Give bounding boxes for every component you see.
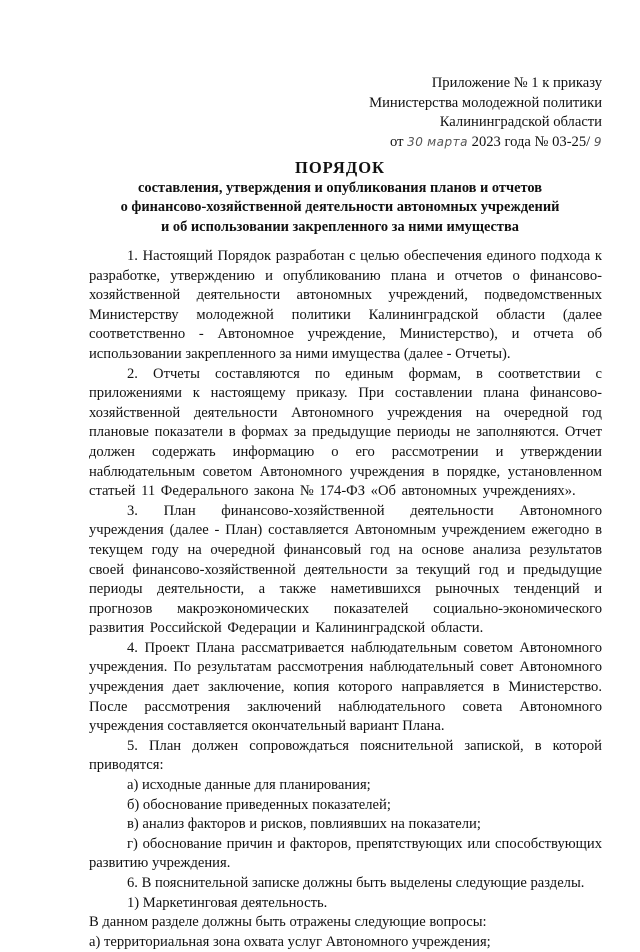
paragraph-3: 3. План финансово-хозяйственной деятельности Автономного учреждения (далее - План) составляется Автономным учреждением ежегодно в текущем году на очередной финансовый год на основе анализа результатов своей финансово-хозяйственной деятельности за текущий год и предыдущие периоды деятельности, а также наметившихся рыночных тенденций и прогнозов макроэкономических показателей социально-экономического развития Российской Федерации и Калининградской области. [89,502,602,637]
appendix-date-tail: 2023 года № 03-25/ [471,133,591,150]
appendix-date-line [342,133,602,153]
title-main: ПОРЯДОК [295,158,385,177]
appendix-line-1: Приложение № 1 к приказу [431,75,602,91]
section-1-questions: В данном разделе должны быть отражены следующие вопросы: [89,914,487,931]
paragraph-5: 5. План должен сопровождаться пояснительной запиской, в которой приводятся: [89,737,602,774]
appendix-header [342,74,602,152]
handwritten-day: 30 [407,134,424,149]
list-item-c: в) анализ факторов и рисков, повлиявших на показатели; [127,816,481,833]
handwritten-month: марта [427,134,468,149]
list-item-a: а) исходные данные для планирования; [127,777,371,794]
paragraph-4: 4. Проект Плана рассматривается наблюдательным советом Автономного учреждения. По результатам рассмотрения наблюдательный совет Автономного учреждения дает заключение, копия которого направляется в Министерство. После рассмотрения заключений наблюдательного совета Автономного учреждения составляется окончательный вариант Плана. [89,639,602,735]
section-1-heading: 1) Маркетинговая деятельность. [127,894,328,911]
title-line-2: о финансово-хозяйственной деятельности автономных учреждений [120,199,560,215]
appendix-from: от [390,133,404,150]
section-1-item-a: а) территориальная зона охвата услуг Автономного учреждения; [89,933,491,950]
appendix-line-2: Министерства молодежной политики [369,94,602,111]
title-line-1: составления, утверждения и опубликования планов и отчетов [138,179,542,196]
list-item-d: г) обоснование причин и факторов, препятствующих или способствующих развитию учреждения. [89,835,602,872]
title-line-3: и об использовании закрепленного за ними имущества [161,218,519,235]
list-item-b: б) обоснование приведенных показателей; [127,796,391,813]
document-body [89,247,602,952]
paragraph-2: 2. Отчеты составляются по единым формам, в соответствии с приложениями к настоящему приказу. При составлении плана финансово-хозяйственной деятельности Автономного учреждения на очередной год плановые показатели в формах за предыдущие периоды не заполняются. Отчет должен содержать информацию о его рассмотрении и утверждении наблюдательным советом Автономного учреждения в порядке, установленном статьей 11 Федерального закона № 174-ФЗ «Об автономных учреждениях». [89,365,602,500]
section-6-intro: 6. В пояснительной записке должны быть выделены следующие разделы. [127,875,585,891]
handwritten-number: 9 [593,134,602,149]
paragraph-1: 1. Настоящий Порядок разработан с целью обеспечения единого подхода к разработке, утверждению и опубликованию плана и отчетов о финансово-хозяйственной деятельности автономных учреждений, подведомственных Министерству молодежной политики Калининградской области (далее соответственно - Автономное учреждение, Министерство), и отчета об использовании закрепленного за ними имущества (далее - Отчеты). [89,248,602,362]
appendix-line-3: Калининградской области [439,114,602,130]
document-title [80,158,600,237]
